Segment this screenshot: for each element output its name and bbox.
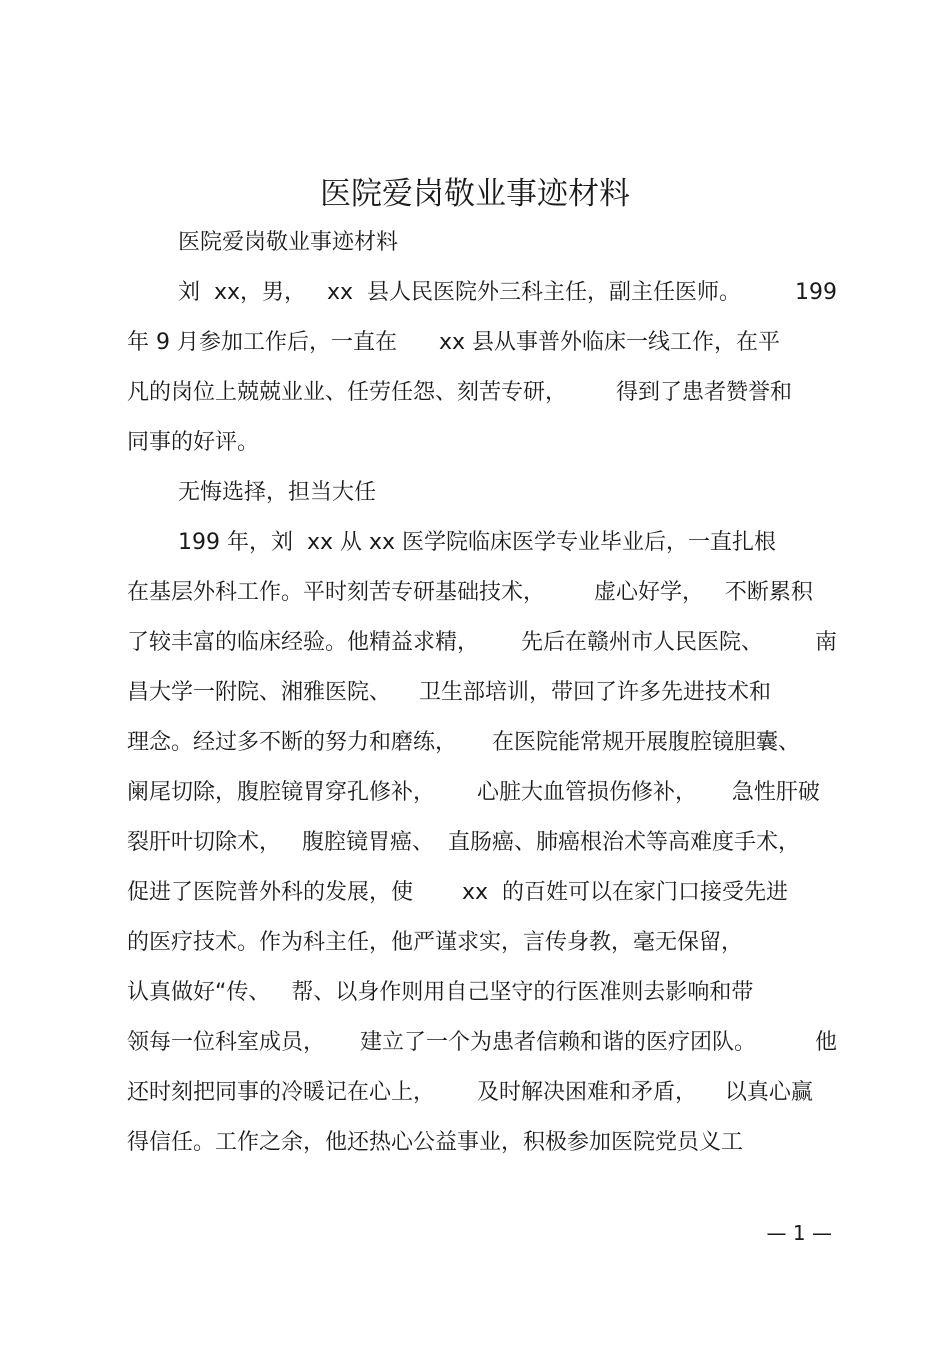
line-tail-text: 他 — [814, 1030, 837, 1055]
text-line — [127, 1118, 837, 1168]
text-line — [127, 618, 837, 668]
text-line — [127, 568, 837, 618]
line-text: 得信任。工作之余，他还热心公益事业，积极参加医院党员义工 — [127, 1130, 744, 1155]
line-text: 199 年，刘 xx 从 xx 医学院临床医学专业毕业后，一直扎根 — [178, 530, 777, 555]
line-text: 阑尾切除，腹腔镜胃穿孔修补， 心脏大血管损伤修补， 急性肝破 — [127, 780, 820, 805]
line-text: 的医疗技术。作为科主任，他严谨求实，言传身教，毫无保留， — [127, 930, 744, 955]
line-tail-text: 南 — [814, 630, 837, 655]
line-text: 促进了医院普外科的发展，使 xx 的百姓可以在家门口接受先进 — [127, 880, 788, 905]
document-title: 医院爱岗敬业事迹材料 — [320, 176, 630, 212]
text-line — [127, 1018, 837, 1068]
text-line — [127, 318, 837, 368]
line-text: 领每一位科室成员， 建立了一个为患者信赖和谐的医疗团队。 — [127, 1030, 756, 1055]
text-line — [127, 718, 837, 768]
text-line — [127, 368, 837, 418]
line-text: 刘 xx，男， xx 县人民医院外三科主任，副主任医师。 — [178, 280, 742, 305]
line-text: 理念。经过多不断的努力和磨练， 在医院能常规开展腹腔镜胆囊、 — [127, 730, 800, 755]
line-text: 在基层外科工作。平时刻苦专研基础技术， 虚心好学， 不断累积 — [127, 580, 813, 605]
line-text: 凡的岗位上兢兢业业、任劳任怨、刻苦专研， 得到了患者赞誉和 — [127, 380, 792, 405]
line-tail-text: 199 — [795, 280, 837, 305]
line-text: 认真做好“传、 帮、以身作则用自己坚守的行医准则去影响和带 — [127, 980, 754, 1005]
document-body — [127, 218, 837, 1168]
text-line — [127, 518, 837, 568]
text-line — [127, 1068, 837, 1118]
page-number: — 1 — — [766, 1221, 832, 1245]
text-line — [127, 818, 837, 868]
line-text: 裂肝叶切除术， 腹腔镜胃癌、 直肠癌、肺癌根治术等高难度手术， — [127, 830, 800, 855]
text-line — [127, 868, 837, 918]
line-text: 无悔选择，担当大任 — [178, 480, 377, 505]
text-line — [127, 968, 837, 1018]
line-text: 年 9 月参加工作后，一直在 xx 县从事普外临床一线工作，在平 — [127, 330, 780, 355]
text-line — [127, 768, 837, 818]
line-text: 还时刻把同事的冷暖记在心上， 及时解决困难和矛盾， 以真心赢 — [127, 1080, 813, 1105]
text-line — [127, 268, 837, 318]
line-text: 同事的好评。 — [127, 430, 260, 455]
text-line — [127, 918, 837, 968]
line-text: 了较丰富的临床经验。他精益求精， 先后在赣州市人民医院、 — [127, 630, 763, 655]
text-line — [127, 218, 837, 268]
line-text: 昌大学一附院、湘雅医院、 卫生部培训，带回了许多先进技术和 — [127, 680, 771, 705]
text-line — [127, 668, 837, 718]
text-line — [127, 468, 837, 518]
line-text: 医院爱岗敬业事迹材料 — [178, 230, 399, 255]
text-line — [127, 418, 837, 468]
